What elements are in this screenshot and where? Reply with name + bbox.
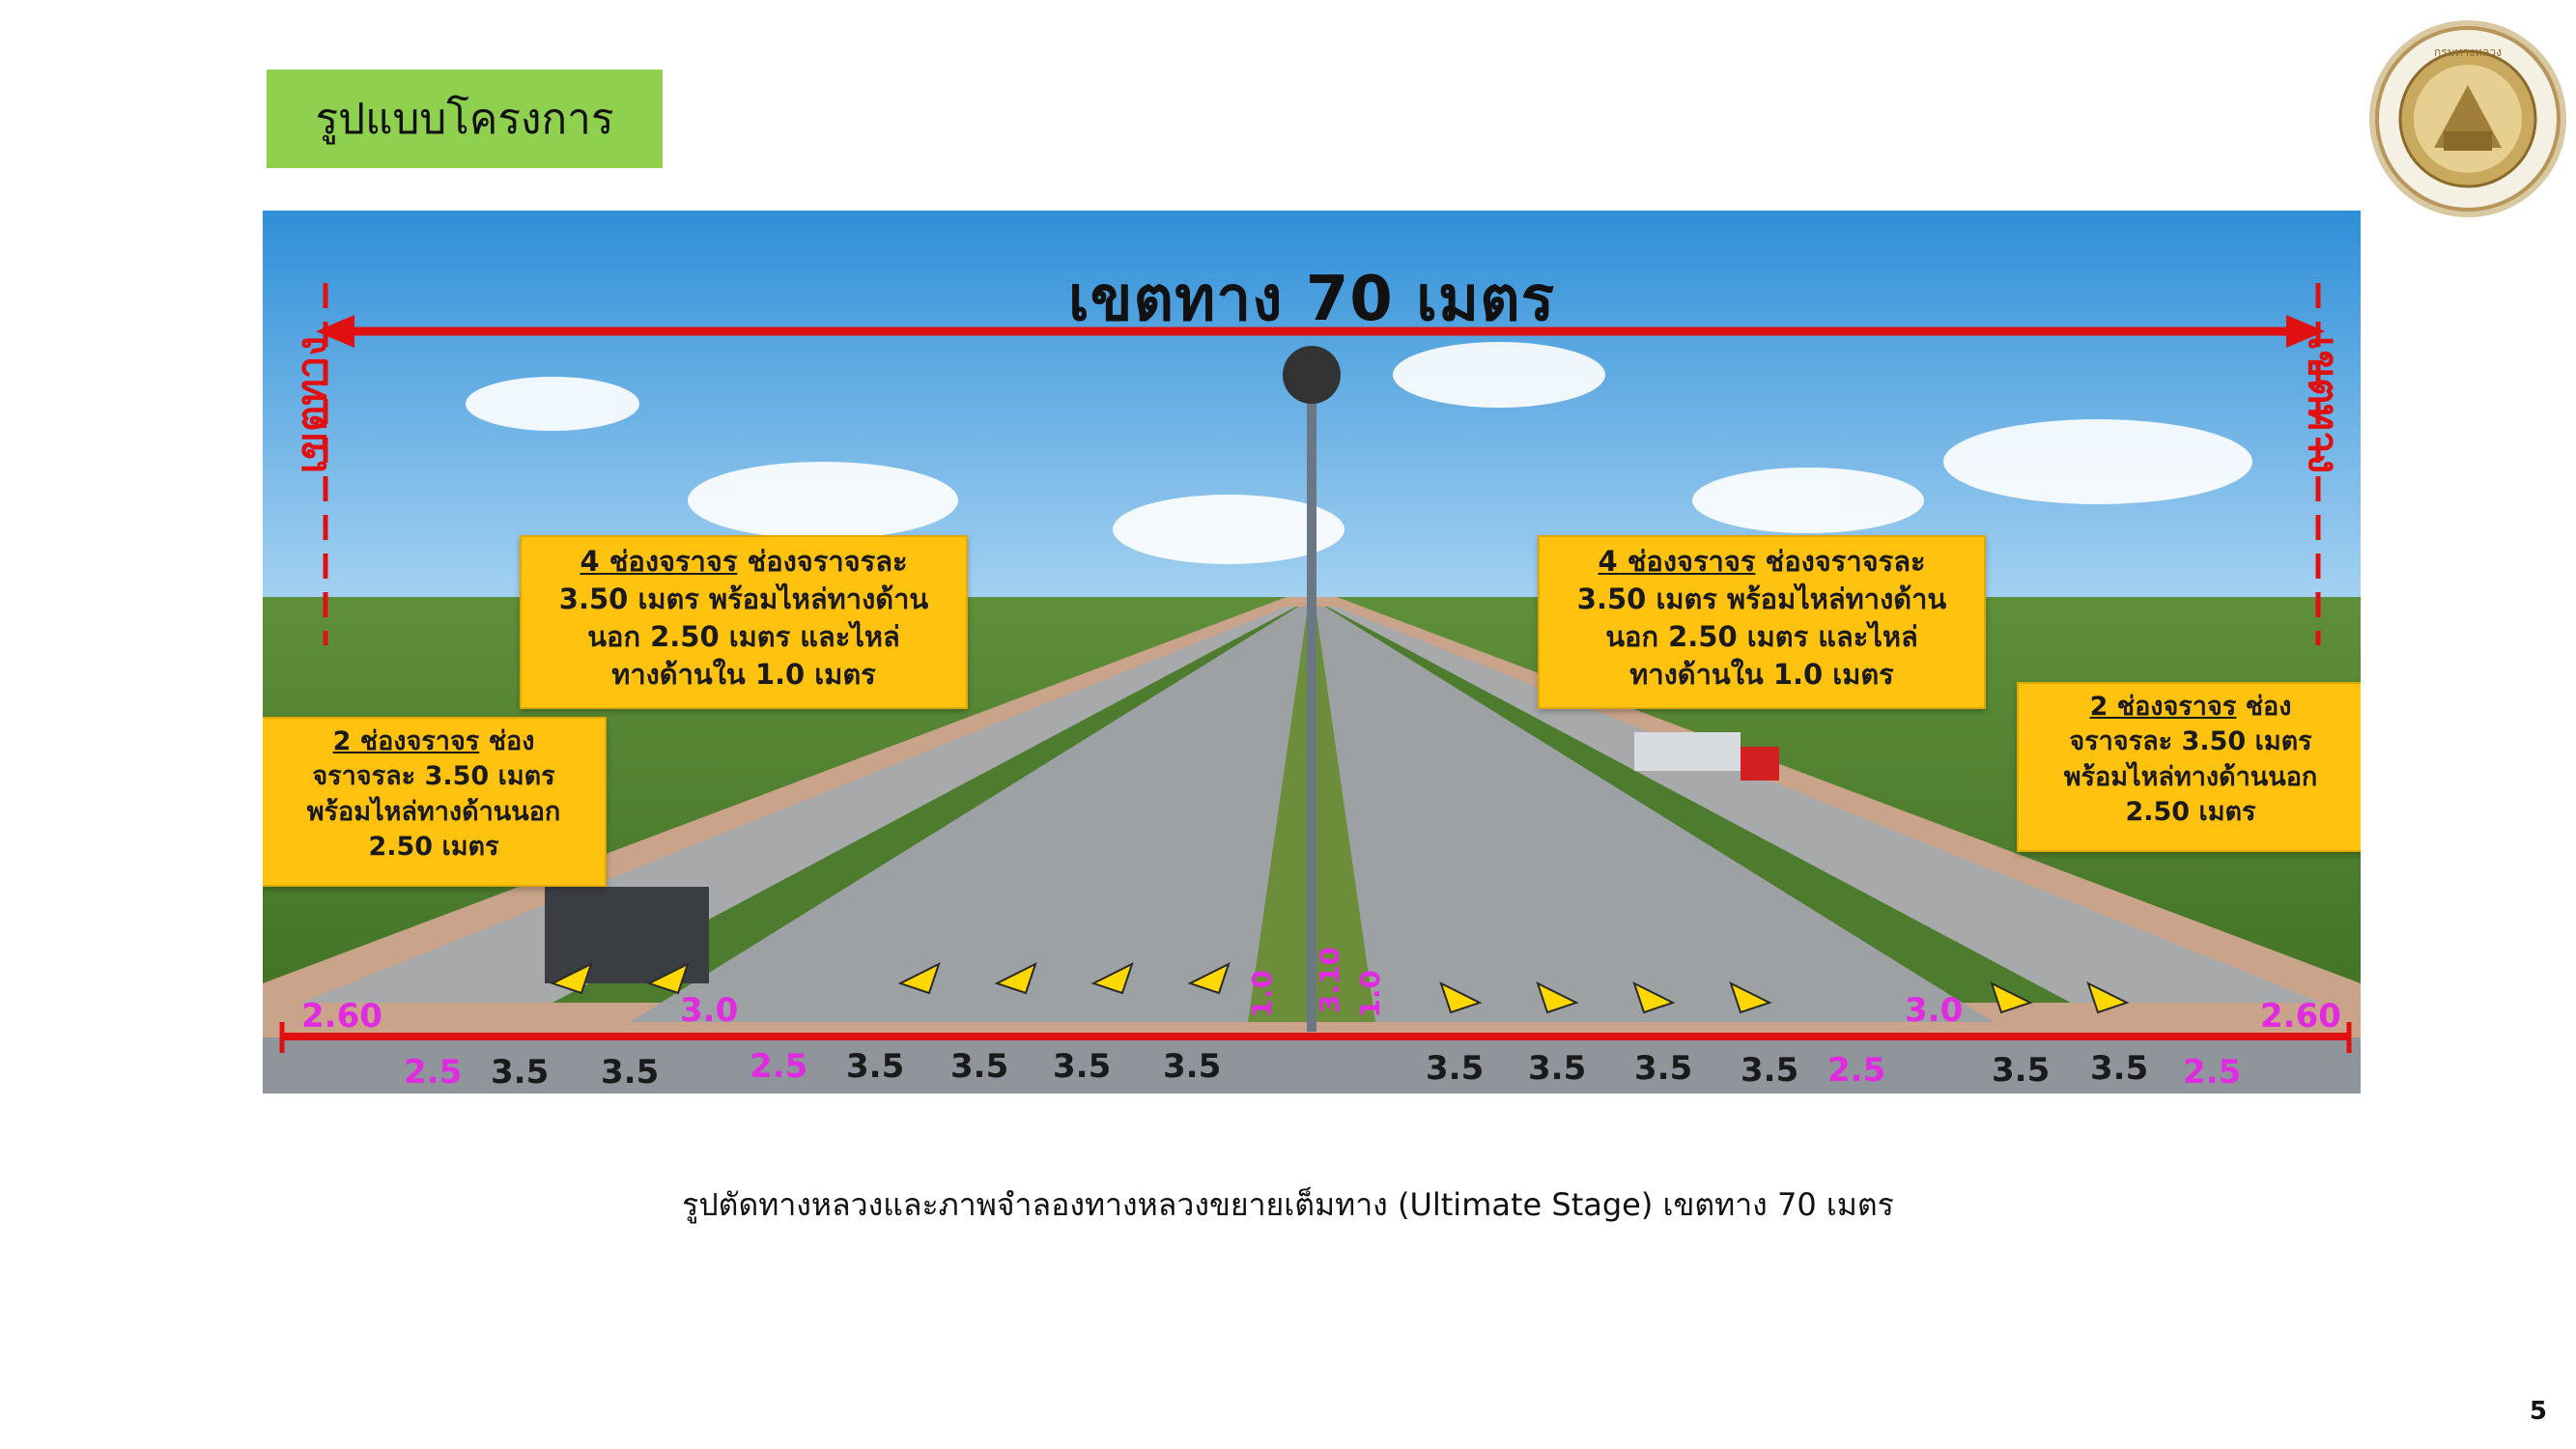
callout-line: 2.50 เมตร — [368, 832, 499, 863]
department-seal-logo — [2366, 17, 2569, 220]
callout-heading: 2 ช่องจราจร — [2089, 692, 2237, 722]
boundary-label-right: เขตทาง — [2300, 336, 2347, 474]
dimension-label: 3.5 — [1528, 1049, 1587, 1088]
dimension-label: 2.5 — [1827, 1051, 1886, 1090]
callout-left-main-lanes — [520, 535, 968, 709]
dimension-label: 3.0 — [1905, 991, 1964, 1030]
callout-line: ช่อง — [2236, 692, 2292, 722]
dimension-label: 3.5 — [1741, 1051, 1799, 1090]
callout-line: จราจรละ 3.50 เมตร — [312, 761, 555, 792]
callout-heading: 2 ช่องจราจร — [332, 726, 480, 756]
dimension-label: 3.5 — [1426, 1049, 1485, 1088]
dimension-label: 1.0 — [1246, 970, 1278, 1018]
dimension-label: 2.5 — [750, 1047, 808, 1086]
dimension-label: 3.0 — [680, 991, 739, 1030]
dimension-label: 3.5 — [601, 1053, 660, 1092]
dimension-label: 1.0 — [1354, 970, 1386, 1018]
callout-line: ช่องจราจรละ — [1755, 545, 1926, 578]
callout-heading: 4 ช่องจราจร — [580, 545, 738, 578]
callout-line: นอก 2.50 เมตร และไหล่ — [1605, 620, 1918, 654]
dimension-label: 2.5 — [404, 1053, 463, 1092]
dimension-label: 2.5 — [2183, 1053, 2242, 1092]
callout-line: จราจรละ 3.50 เมตร — [2069, 726, 2312, 757]
callout-line: นอก 2.50 เมตร และไหล่ — [587, 620, 900, 654]
right-of-way-label: เขตทาง 70 เมตร — [1067, 264, 1556, 335]
dimension-label: 3.5 — [950, 1047, 1009, 1086]
figure-caption: รูปตัดทางหลวงและภาพจำลองทางหลวงขยายเต็มทาง (Ultimate Stage) เขตทาง 70 เมตร — [682, 1186, 1894, 1223]
dimension-label: 2.60 — [301, 997, 382, 1036]
svg-text:กรมทางหลวง: กรมทางหลวง — [2434, 45, 2502, 59]
callout-line: พร้อมไหล่ทางด้านนอก — [306, 796, 561, 827]
page-number: 5 — [2529, 1397, 2547, 1426]
dimension-label: 3.5 — [1992, 1051, 2051, 1090]
dimension-label: 3.5 — [2090, 1049, 2149, 1088]
highway-cross-section-figure — [263, 211, 2361, 1094]
callout-line: 2.50 เมตร — [2125, 797, 2256, 828]
dimension-label: 2.60 — [2260, 997, 2341, 1036]
callout-line: ทางด้านใน 1.0 เมตร — [611, 658, 876, 692]
dimension-label: 3.10 — [1314, 947, 1345, 1014]
callout-left-frontage-lanes — [263, 717, 607, 887]
section-title — [267, 70, 663, 168]
callout-line: ช่องจราจรละ — [737, 545, 908, 578]
callout-line: 3.50 เมตร พร้อมไหล่ทางด้าน — [558, 582, 929, 616]
section-title-text: รูปแบบโครงการ — [315, 95, 614, 144]
callout-right-main-lanes — [1538, 535, 1986, 709]
callout-heading: 4 ช่องจราจร — [1598, 545, 1756, 578]
boundary-label-left: เขตทาง — [288, 336, 335, 474]
dimension-label: 3.5 — [1163, 1047, 1222, 1086]
callout-right-frontage-lanes — [2017, 682, 2361, 852]
callout-line: ทางด้านใน 1.0 เมตร — [1629, 658, 1894, 692]
dimension-label: 3.5 — [1053, 1047, 1112, 1086]
dimension-label: 3.5 — [846, 1047, 905, 1086]
callout-line: พร้อมไหล่ทางด้านนอก — [2063, 761, 2318, 792]
dimension-label: 3.5 — [491, 1053, 550, 1092]
callout-line: 3.50 เมตร พร้อมไหล่ทางด้าน — [1576, 582, 1947, 616]
dimension-label: 3.5 — [1634, 1049, 1693, 1088]
callout-line: ช่อง — [479, 726, 535, 756]
